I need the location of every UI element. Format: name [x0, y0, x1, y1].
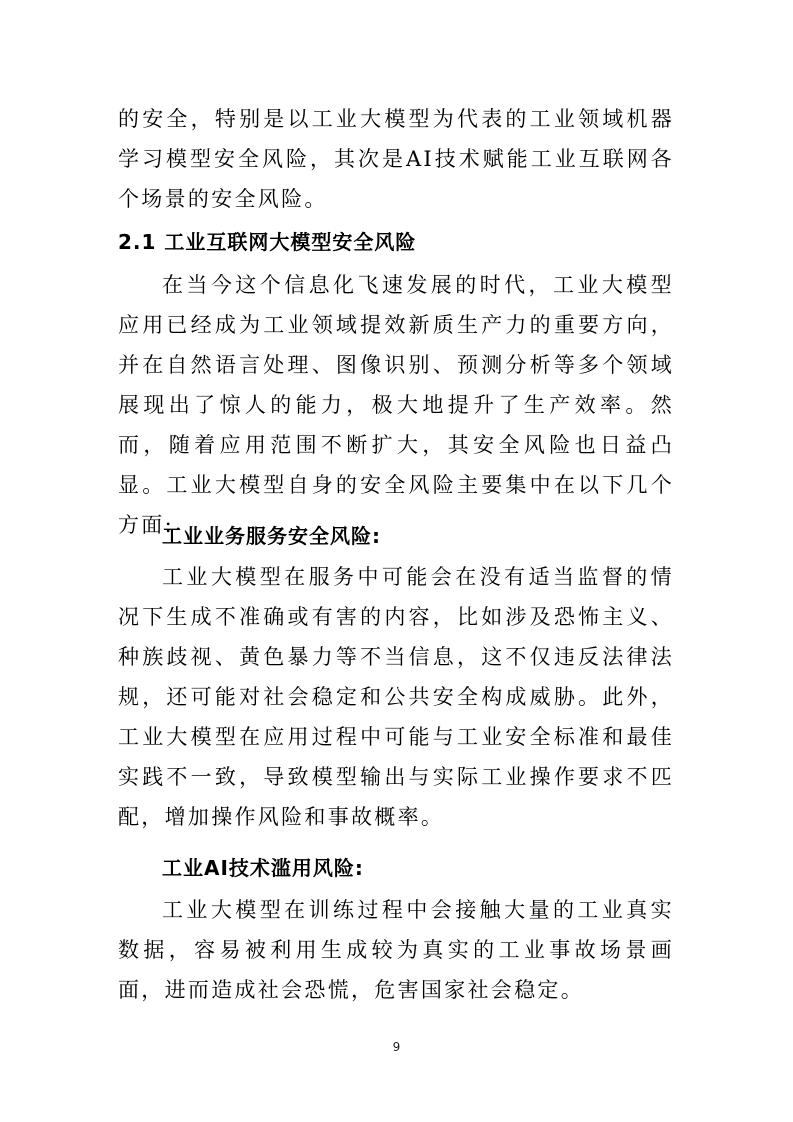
page-number: 9 — [392, 1040, 401, 1054]
intro-paragraph: 的安全，特别是以工业大模型为代表的工业领域机器学习模型安全风险，其次是AI技术赋能工业互联网各个场景的安全风险。 — [118, 107, 674, 211]
body-paragraph-3: 工业大模型在训练过程中会接触大量的工业真实数据，容易被利用生成较为真实的工业事故场景画面，进而造成社会恐慌，危害国家社会稳定。 — [118, 898, 674, 1002]
subheading-ai-misuse-risk: 工业AI技术滥用风险: — [162, 856, 364, 880]
section-heading: 2.1 工业互联网大模型安全风险 — [118, 230, 417, 254]
body-paragraph-2: 工业大模型在服务中可能会在没有适当监督的情况下生成不准确或有害的内容，比如涉及恐怖主义、种族歧视、黄色暴力等不当信息，这不仅违反法律法规，还可能对社会稳定和公共安全构成威胁。此外，工业大模型在应用过程中可能与工业安全标准和最佳实践不一致，导致模型输出与实际工业操作要求不匹配，增加操作风险和事故概率。 — [118, 565, 674, 829]
subheading-business-service-risk: 工业业务服务安全风险: — [162, 524, 381, 548]
body-paragraph-1: 在当今这个信息化飞速发展的时代，工业大模型应用已经成为工业领域提效新质生产力的重要方向，并在自然语言处理、图像识别、预测分析等多个领域展现出了惊人的能力，极大地提升了生产效率。然而，随着应用范围不断扩大，其安全风险也日益凸显。工业大模型自身的安全风险主要集中在以下几个方面: — [118, 273, 674, 537]
